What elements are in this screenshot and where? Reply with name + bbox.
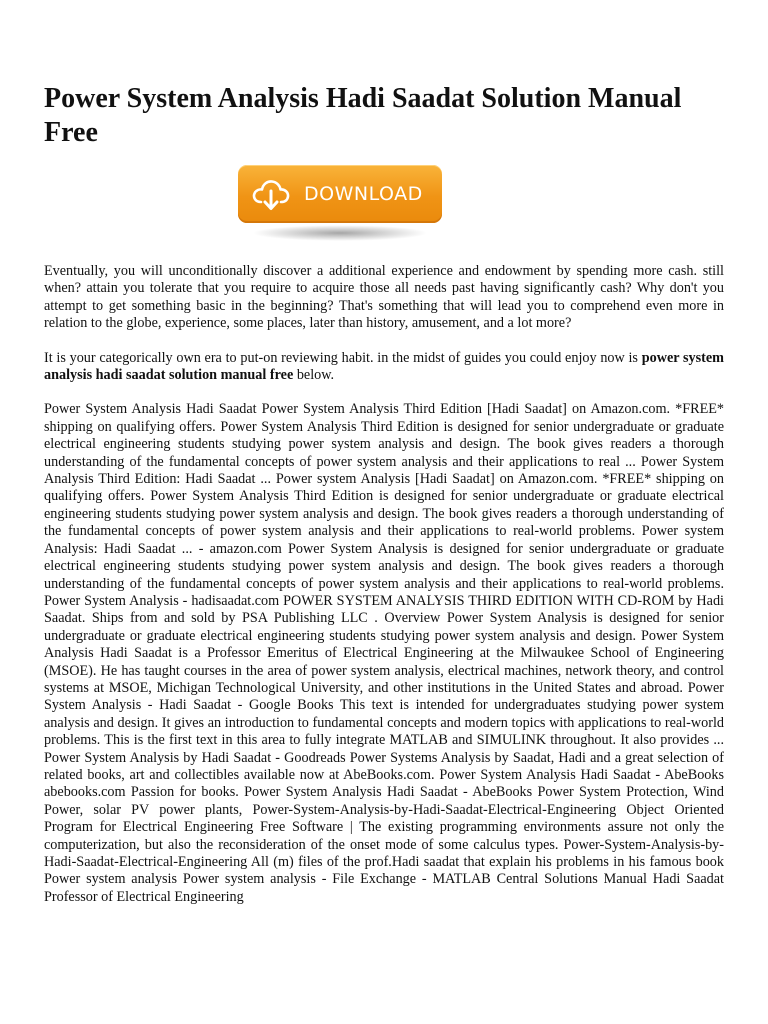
- intro-paragraph: Eventually, you will unconditionally discover a additional experience and endowment by spending more cash. still when? attain you tolerate that you require to acquire those all needs past having significantly cash? Why don't you attempt to get something basic in the beginning? That's something that will lead you to comprehend even more in relation to the globe, experience, some places, later than history, amusement, and a lot more?: [44, 263, 724, 332]
- download-button[interactable]: [238, 165, 442, 223]
- document-page: [44, 0, 724, 150]
- habit-text: It is your categorically own era to put-on reviewing habit. in the midst of guides you could enjoy now is: [44, 349, 638, 366]
- body-paragraph: Power System Analysis Hadi Saadat Power System Analysis Third Edition [Hadi Saadat] on Amazon.com. *FREE* shipping on qualifying offers. Power System Analysis Third Edition is designed for senior undergraduate or graduate electrical engineering students studying power system analysis and design. The book gives readers a thorough understanding of the fundamental concepts of power system analysis and their applications to real ... Power System Analysis Third Edition: Hadi Saadat ... Power system Analysis [Hadi Saadat] on Amazon.com. *FREE* shipping on qualifying offers. Power System Analysis Third Edition is designed for senior undergraduate or graduate electrical engineering students studying power system analysis and design. The book gives readers a thorough understanding of the fundamental concepts of power system analysis and their applications to real-world problems. Power system Analysis: Hadi Saadat ... - amazon.com Power System Analysis is designed for senior undergraduate or graduate electrical engineering students studying power system analysis and design. The book gives readers a thorough understanding of the fundamental concepts of power system analysis and their applications to real-world problems. Power System Analysis - hadisaadat.com POWER SYSTEM ANALYSIS THIRD EDITION WITH CD-ROM by Hadi Saadat. Ships from and sold by PSA Publishing LLC . Overview Power System Analysis is designed for senior undergraduate or graduate electrical engineering students studying power system analysis and design. Power System Analysis Hadi Saadat is a Professor Emeritus of Electrical Engineering at the Milwaukee School of Engineering (MSOE). He has taught courses in the area of power system analysis, electrical machines, network theory, and control systems at MSOE, Michigan Technological University, and other institutions in the United States and abroad. Power System Analysis - Hadi Saadat - Google Books This text is intended for undergraduates studying power system analysis and design. It gives an introduction to fundamental concepts and modern topics with applications to real-world problems. This is the first text in this area to fully integrate MATLAB and SIMULINK throughout. It also provides ... Power System Analysis by Hadi Saadat - Goodreads Power Systems Analysis by Saadat, Hadi and a great selection of related books, art and collectibles available now at AbeBooks.com. Power System Analysis Hadi Saadat - AbeBooks abebooks.com Passion for books. Power System Analysis Hadi Saadat - AbeBooks Power System Protection, Wind Power, solar PV power plants, Power-System-Analysis-by-Hadi-Saadat-Electrical-Engineering Object Oriented Program for Electrical Engineering Free Software | The existing programming environments assure not only the computerization, but also the reconsideration of the onset mode of some calculus types. Power-System-Analysis-by-Hadi-Saadat-Electrical-Engineering All (m) files of the prof.Hadi saadat that explain his problems in his famous book Power system analysis Power system analysis - File Exchange - MATLAB Central Solutions Manual Hadi Saadat Professor of Electrical Engineering: [44, 401, 724, 905]
- book-title-bold: power system analysis hadi saadat solution manual free: [44, 349, 725, 384]
- download-banner: [238, 165, 442, 243]
- page-title: Power System Analysis Hadi Saadat Solution Manual Free: [44, 83, 682, 148]
- cloud-download-icon: [250, 173, 292, 215]
- article-content: [44, 263, 724, 906]
- habit-paragraph: [44, 350, 724, 385]
- download-button-shadow: [252, 225, 428, 241]
- habit-suffix: below.: [293, 367, 335, 384]
- download-button-label: DOWNLOAD: [304, 183, 423, 205]
